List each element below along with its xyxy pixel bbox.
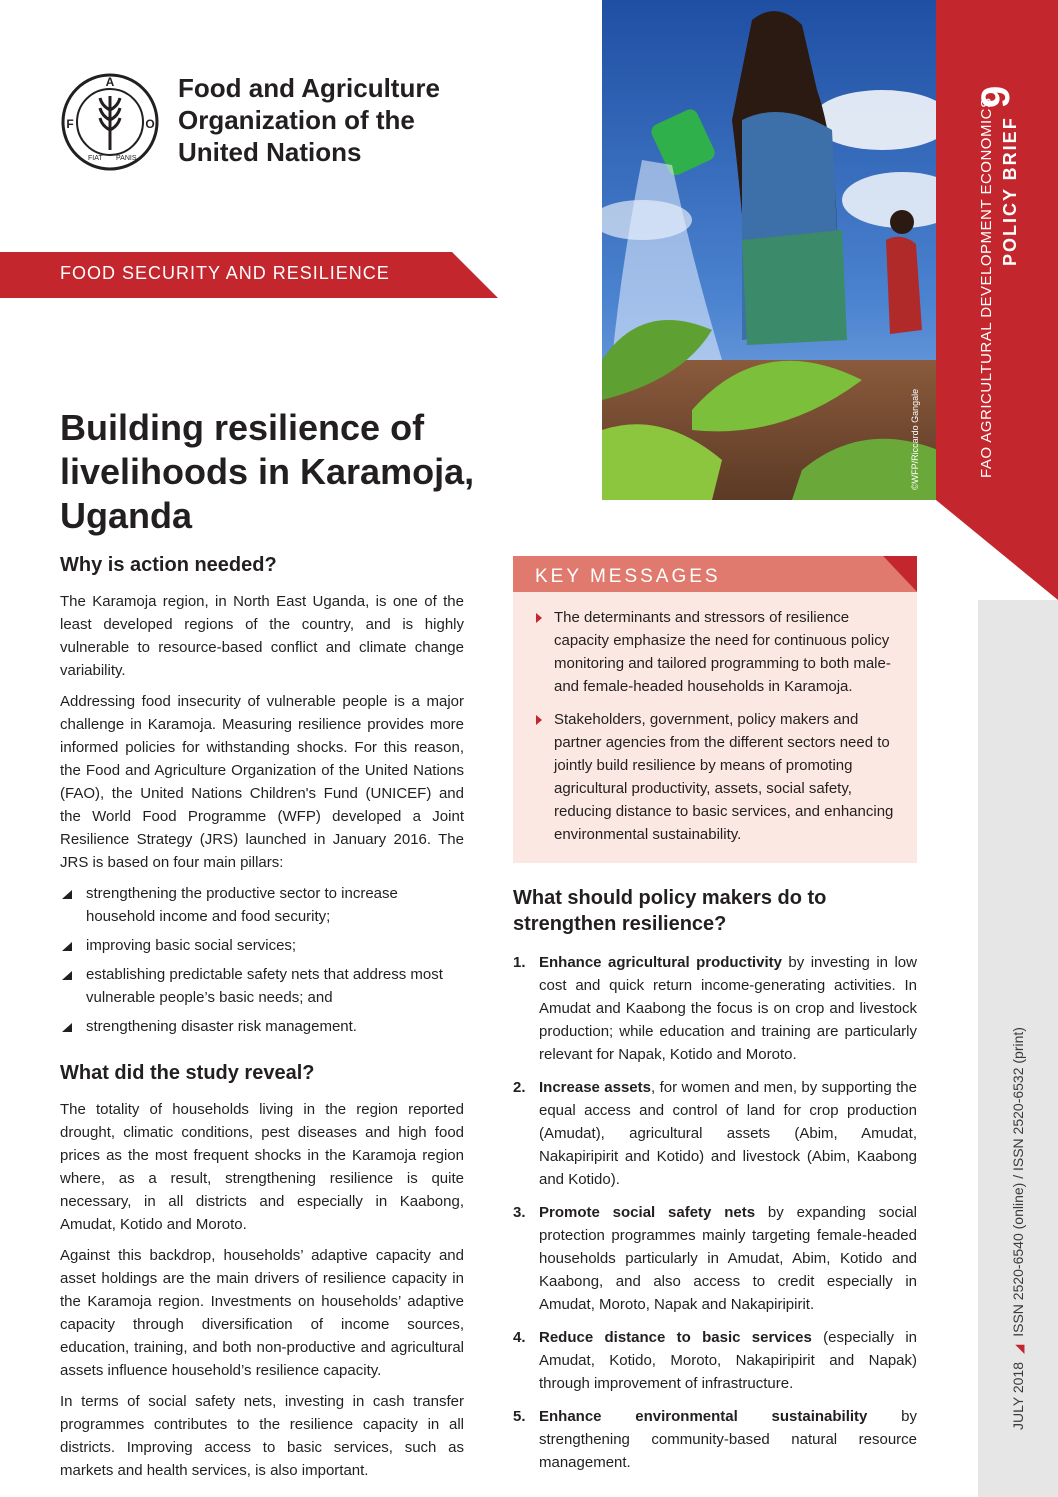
item-lead: Reduce distance to basic services	[539, 1329, 812, 1346]
list-item	[513, 1326, 917, 1395]
emblem-motto-panis: PANIS	[116, 155, 137, 162]
list-item	[513, 1405, 917, 1474]
policy-heading-line-2: strengthen resilience?	[513, 913, 727, 935]
hero-photo	[602, 0, 938, 500]
item-number: 3.	[513, 1204, 526, 1221]
key-messages-title: KEY MESSAGES	[535, 566, 721, 587]
recommendations-list	[513, 951, 917, 1474]
series-name: FAO AGRICULTURAL DEVELOPMENT ECONOMICS	[978, 97, 995, 478]
policy-heading	[513, 885, 917, 937]
why-heading: Why is action needed?	[60, 554, 277, 576]
page-title	[60, 406, 600, 538]
fao-logo-emblem	[60, 72, 160, 172]
list-item: establishing predictable safety nets that address most vulnerable people’s basic needs; and	[60, 963, 464, 1009]
left-column	[60, 552, 464, 1490]
study-paragraph-2: Against this backdrop, households’ adaptive capacity and asset holdings are the main drivers of resilience capacity in the Karamoja region. Investments on households’ adaptive capacity through diversification of income sources, education, training, and both non-productive and agricultural assets influence household’s resilience capacity.	[60, 1247, 464, 1379]
policy-brief-number: 9	[974, 85, 1018, 108]
item-number: 5.	[513, 1408, 526, 1425]
list-item	[513, 1201, 917, 1316]
emblem-letter-o: O	[145, 117, 155, 131]
list-item	[513, 951, 917, 1066]
item-text: by investing in low cost and quick return income-generating activities. In Amudat and Kaabong the focus is on crop and livestock production; while education and training are particularly relevant for Napak, Kotido and Moroto.	[539, 954, 917, 1063]
policy-brief-label: POLICY BRIEF	[1000, 116, 1020, 266]
right-column	[513, 885, 917, 1484]
item-lead: Enhance agricultural productivity	[539, 954, 782, 971]
list-item: Stakeholders, government, policy makers and partner agencies from the different sectors need to jointly build resilience by means of promoting agricultural productivity, assets, social safety, reducing distance to basic services, and enhancing environmental sustainability.	[534, 708, 904, 846]
org-name-line-2: Organization of the	[178, 105, 415, 135]
emblem-letter-a: A	[105, 75, 115, 89]
item-text: by expanding social protection programmes mainly targeting female-headed households particularly in Amudat, Abim, Kotido and Kaabong, and also access to credit especially in Amudat, Moroto, Napak and Nakapiripirit.	[539, 1204, 917, 1313]
item-number: 2.	[513, 1079, 526, 1096]
publication-date: JULY 2018	[1010, 1362, 1026, 1430]
org-name-line-3: United Nations	[178, 137, 362, 167]
emblem-motto-fiat: FIAT	[88, 155, 103, 162]
title-line-2: livelihoods in Karamoja, Uganda	[60, 451, 475, 536]
organization-name	[178, 72, 508, 168]
study-heading: What did the study reveal?	[60, 1062, 315, 1084]
item-number: 4.	[513, 1329, 526, 1346]
publication-meta	[1010, 1027, 1026, 1430]
study-paragraph-3: In terms of social safety nets, investing in cash transfer programmes contributes to the resilience capacity in all districts. Improving access to basic services, such as markets and health services, is also important.	[60, 1393, 464, 1479]
key-messages-list	[534, 606, 904, 856]
why-paragraph-2: Addressing food insecurity of vulnerable people is a major challenge in Karamoja. Measuring resilience provides more informed policies for withstanding shocks. For this reason, the Food and Agriculture Organization of the United Nations (FAO), the United Nations Children's Fund (UNICEF) and the World Food Programme (WFP) developed a Joint Resilience Strategy (JRS) launched in January 2016. The JRS is based on four main pillars:	[60, 693, 464, 871]
list-item	[513, 1076, 917, 1191]
pillars-list	[60, 882, 464, 1038]
issn-line: ISSN 2520-6540 (online) / ISSN 2520-6532 (print)	[1010, 1027, 1026, 1337]
list-item: strengthening disaster risk management.	[60, 1015, 464, 1038]
study-paragraph-1: The totality of households living in the region reported drought, climatic conditions, pest diseases and high food prices as the most frequent shocks in the Karamoja region where, as a result, strengthening resilience is quite necessary, in all districts and especially in Kaabong, Amudat, Kotido and Moroto.	[60, 1101, 464, 1233]
item-number: 1.	[513, 954, 526, 971]
list-item: strengthening the productive sector to increase household income and food security;	[60, 882, 464, 928]
emblem-letter-f: F	[66, 117, 74, 131]
item-lead: Enhance environmental sustainability	[539, 1408, 868, 1425]
separator-triangle-icon: ◢	[1012, 1344, 1026, 1355]
title-line-1: Building resilience of	[60, 407, 425, 448]
item-lead: Promote social safety nets	[539, 1204, 756, 1221]
policy-heading-line-1: What should policy makers do to	[513, 887, 827, 909]
item-text: by strengthening community-based natural resource management.	[539, 1408, 917, 1471]
category-label: FOOD SECURITY AND RESILIENCE	[60, 263, 390, 283]
list-item: improving basic social services;	[60, 934, 464, 957]
org-name-line-1: Food and Agriculture	[178, 73, 440, 103]
item-text: (especially in Amudat, Kotido, Moroto, Nakapiripirit and Napak) through improvement of infrastructure.	[539, 1329, 917, 1392]
list-item: The determinants and stressors of resilience capacity emphasize the need for continuous policy monitoring and tailored programming to both male- and female-headed households in Karamoja.	[534, 606, 904, 698]
photo-credit: ©WFP/Riccardo Gangale	[910, 388, 920, 490]
why-paragraph-1: The Karamoja region, in North East Uganda, is one of the least developed regions of the country, and is highly vulnerable to resource-based conflict and climate change variability.	[60, 593, 464, 679]
item-text: , for women and men, by supporting the equal access and control of land for crop production (Amudat), agricultural assets (Abim, Amudat, Nakapiripirit and Kotido) and livestock (Abim, Kaabong and Kotido).	[539, 1079, 917, 1188]
item-lead: Increase assets	[539, 1079, 651, 1096]
